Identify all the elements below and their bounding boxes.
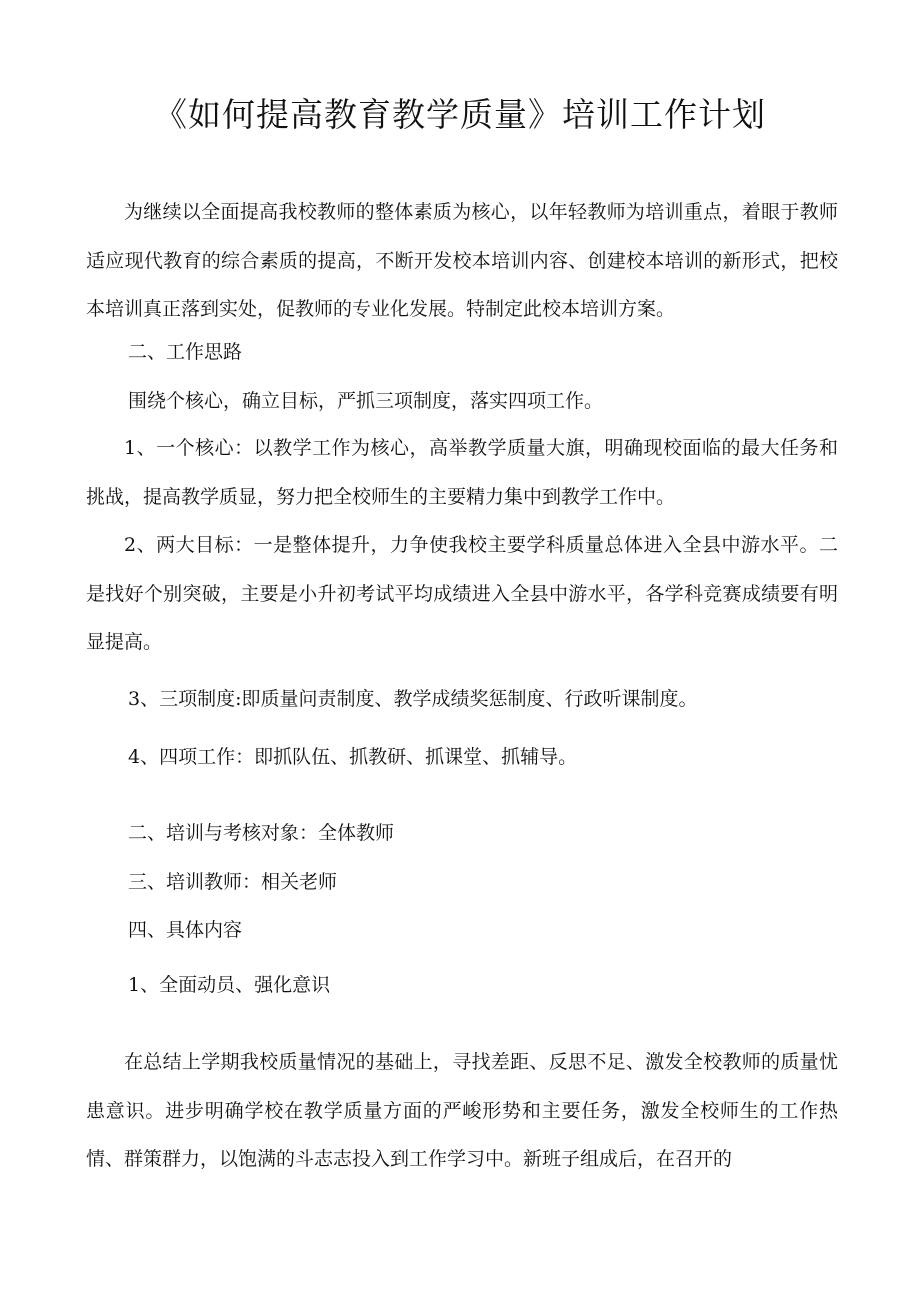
section-specific-content-heading: 四、具体内容 [128,919,243,941]
intro-paragraph: 为继续以全面提高我校教师的整体素质为核心，以年轻教师为培训重点，着眼于教师适应现代教育的综合素质的提高，不断开发校本培训内容、创建校本培训的新形式，把校本培训真正落到实处，促教师的专业化发展。特制定此校本培训方案。 [86,201,838,320]
section-training-teachers: 三、培训教师：相关老师 [128,871,338,893]
section-work-idea-heading: 二、工作思路 [128,341,243,363]
item-four-tasks: 4、四项工作：即抓队伍、抓教研、抓课堂、抓辅导。 [128,746,578,768]
document-title: 《如何提高教育教学质量》培训工作计划 [154,95,766,134]
work-idea-summary: 围绕个核心，确立目标，严抓三项制度，落实四项工作。 [128,390,604,412]
item-one-core: 1、一个核心：以教学工作为核心，高举教学质量大旗，明确现校面临的最大任务和挑战，提高教学质显，努力把全校师生的主要精力集中到教学工作中。 [86,437,838,508]
item-two-goals: 2、两大目标：一是整体提升，力争使我校主要学科质量总体进入全县中游水平。二是找好个别突破，主要是小升初考试平均成绩进入全县中游水平，各学科竞赛成绩要有明显提高。 [86,534,838,653]
mobilization-paragraph: 在总结上学期我校质量情况的基础上，寻找差距、反思不足、激发全校教师的质量忧患意识。进步明确学校在教学质量方面的严峻形势和主要任务，激发全校师生的工作热情、群策群力，以饱满的斗志志投入到工作学习中。新班子组成后，在召开的 [86,1051,838,1170]
section-training-targets: 二、培训与考核对象：全体教师 [128,822,395,844]
item-three-systems: 3、三项制度:即质量问责制度、教学成绩奖惩制度、行政听课制度。 [128,688,698,710]
subsection-mobilization: 1、全面动员、强化意识 [128,974,331,996]
